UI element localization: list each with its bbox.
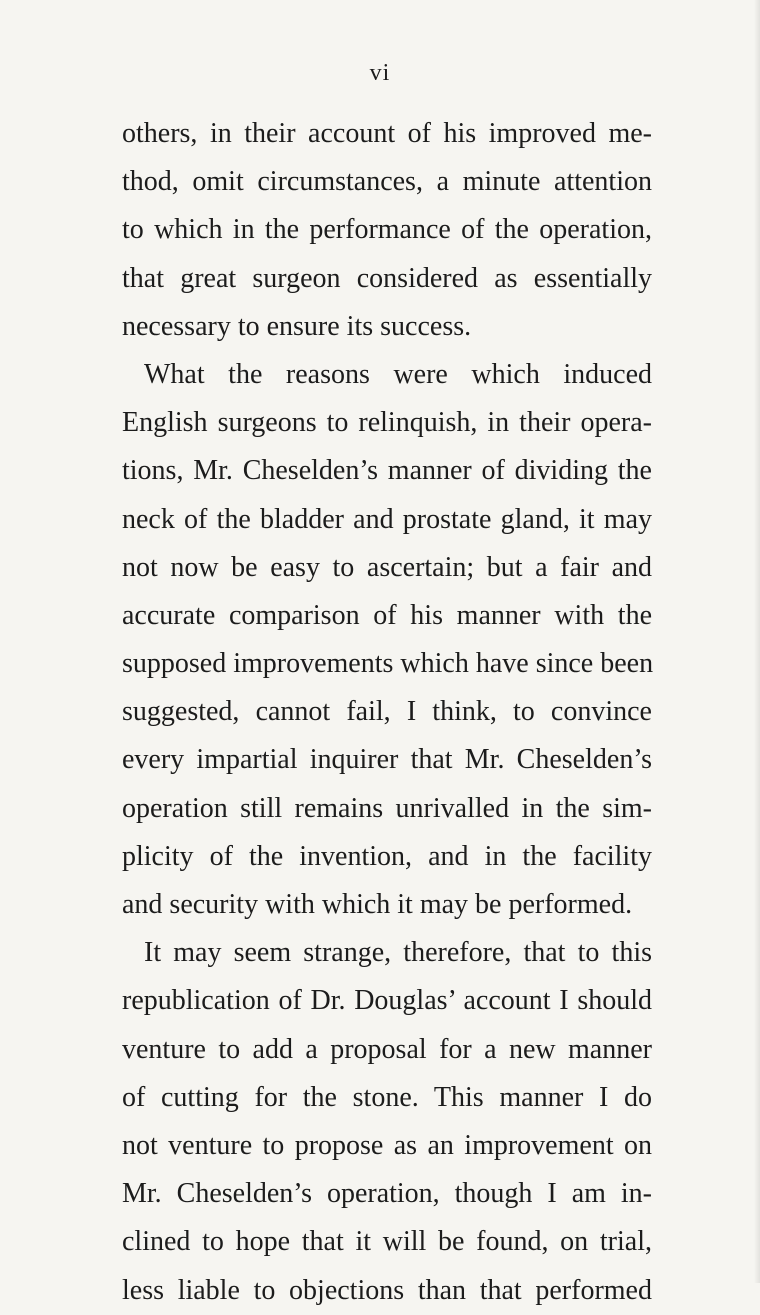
text-line: others, in their account of his improved me- bbox=[122, 118, 652, 149]
text-line: necessary to ensure its success. bbox=[122, 310, 472, 342]
page-edge-shadow bbox=[754, 0, 760, 1283]
text-line: of cutting for the stone. This manner I do bbox=[122, 1081, 652, 1113]
text-line: that great surgeon considered as essentially bbox=[122, 262, 652, 294]
text-line: not venture to propose as an improvement on bbox=[122, 1129, 652, 1161]
text-line: republication of Dr. Douglas’ account I should bbox=[122, 985, 652, 1017]
text-line: and security with which it may be performed. bbox=[122, 889, 633, 920]
text-line: clined to hope that it will be found, on trial, bbox=[122, 1226, 652, 1258]
text-line: accurate comparison of his manner with the bbox=[122, 599, 652, 631]
text-line: plicity of the invention, and in the facility bbox=[122, 840, 652, 872]
text-line: English surgeons to relinquish, in their opera- bbox=[122, 407, 652, 439]
text-line: not now be easy to ascertain; but a fair and bbox=[122, 551, 652, 583]
text-line: venture to add a proposal for a new manner bbox=[122, 1033, 652, 1065]
text-line: every impartial inquirer that Mr. Cheselden’s bbox=[122, 744, 652, 776]
text-line: neck of the bladder and prostate gland, it may bbox=[122, 503, 652, 535]
text-line: to which in the performance of the operation, bbox=[122, 214, 652, 246]
text-line: Mr. Cheselden’s operation, though I am in- bbox=[122, 1178, 652, 1210]
text-line: What the reasons were which induced bbox=[144, 358, 652, 390]
text-line: operation still remains unrivalled in the sim- bbox=[122, 792, 652, 824]
text-line: tions, Mr. Cheselden’s manner of dividing the bbox=[122, 455, 652, 487]
text-line: thod, omit circumstances, a minute attention bbox=[122, 166, 652, 198]
page-number: vi bbox=[369, 60, 391, 86]
text-line: suggested, cannot fail, I think, to convince bbox=[122, 696, 652, 728]
body-text bbox=[122, 110, 652, 1315]
text-line: supposed improvements which have since been bbox=[122, 648, 654, 680]
text-line: less liable to objections than that performed bbox=[122, 1274, 652, 1306]
text-line: It may seem strange, therefore, that to this bbox=[144, 937, 652, 969]
